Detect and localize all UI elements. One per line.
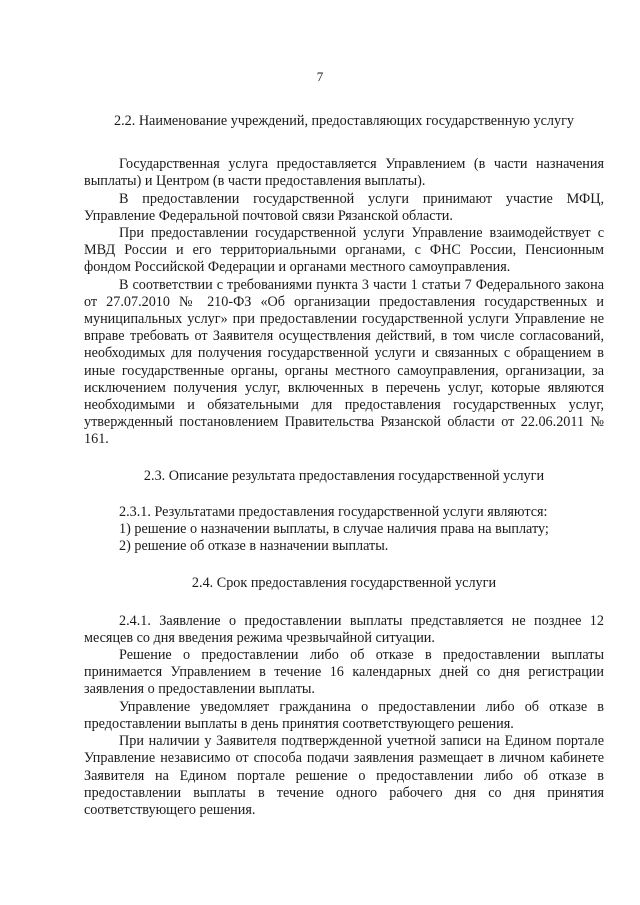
paragraph: Управление уведомляет гражданина о предоставлении либо об отказе в предоставлении выплаты в день принятия соответствующего решения. <box>84 698 604 732</box>
section-2-4-body <box>84 613 604 819</box>
page-number: 7 <box>316 69 324 84</box>
section-2-3-title: 2.3. Описание результата предоставления государственной услуги <box>143 467 545 484</box>
section-2-2-body <box>84 156 604 448</box>
paragraph: 2.3.1. Результатами предоставления государственной услуги являются: <box>119 503 548 520</box>
section-2-4-title: 2.4. Срок предоставления государственной услуги <box>191 575 497 592</box>
list-item: 1) решение о назначении выплаты, в случае наличия права на выплату; <box>119 521 549 538</box>
paragraph: При наличии у Заявителя подтвержденной учетной записи на Едином портале Управление независимо от способа подачи заявления размещает в личном кабинете Заявителя на Едином портале решение о предоставлении либо об отказе в предоставлении выплаты в течение одного рабочего дня со дня принятия соответствующего решения. <box>84 733 604 818</box>
document-body <box>84 113 604 819</box>
paragraph: В предоставлении государственной услуги принимают участие МФЦ, Управление Федеральной почтовой связи Рязанской области. <box>84 190 604 224</box>
paragraph: Решение о предоставлении либо об отказе в предоставлении выплаты принимается Управлением в течение 16 календарных дней со дня регистрации заявления о предоставлении выплаты. <box>84 647 604 698</box>
paragraph: 2.4.1. Заявление о предоставлении выплаты представляется не позднее 12 месяцев со дня введения режима чрезвычайной ситуации. <box>84 612 604 646</box>
paragraph: В соответствии с требованиями пункта 3 части 1 статьи 7 Федерального закона от 27.07.2010 № 210-ФЗ «Об организации предоставления государственных и муниципальных услуг» при предоставлении государственной услуги Управление не вправе требовать от Заявителя осуществления действий, в том числе согласований, необходимых для получения государственной услуги и связанных с обращением в иные государственные органы, органы местного самоуправления, организации, за исключением получения услуг, включенных в перечень услуг, которые являются необходимыми и обязательными для предоставления государственных услуг, утвержденный постановлением Правительства Рязанской области от 22.06.2011 № 161. <box>84 276 604 448</box>
section-2-2-title: 2.2. Наименование учреждений, предоставляющих государственную услугу <box>113 113 575 129</box>
list-item: 2) решение об отказе в назначении выплаты. <box>119 538 389 555</box>
paragraph: При предоставлении государственной услуги Управление взаимодействует с МВД России и его территориальными органами, с ФНС России, Пенсионным фондом Российской Федерации и органами местного самоуправления. <box>84 225 604 276</box>
paragraph: Государственная услуга предоставляется Управлением (в части назначения выплаты) и Центром (в части предоставления выплаты). <box>84 156 604 190</box>
section-2-3-body <box>84 504 604 556</box>
